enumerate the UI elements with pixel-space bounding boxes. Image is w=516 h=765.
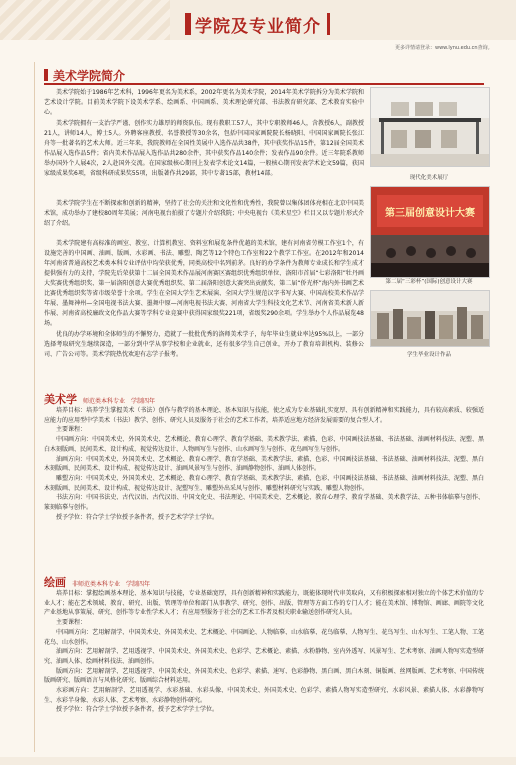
major-subtitle: 非师范类本科专业 学制四年 — [72, 581, 151, 588]
major-name: 绘画 — [44, 576, 66, 589]
major-subtitle: 师范类本科专业 学制四年 — [83, 398, 156, 405]
intro-paragraph-3: 美术学院学生在不断探索和创新的精神，坚持了社会的关注和文化性和优秀性，我院曾以集体团体亮相在北京中国美术馆，成功举办了建校80周年美展；河南电视台拍摄了专题片介绍我院；中央电视台《美术星空》栏目又以专题片形式介绍了介绍。 — [44, 200, 364, 227]
contest-banner-text: 第三届创意设计大赛 — [385, 208, 475, 219]
gallery-image — [371, 88, 489, 166]
intro-paragraph-4: 美术学院建有高标准的画室、教室、计算机教室、资料室和展览条件优越的美术馆，建有河南省劳模工作室1个，有设施完善的中国画、油画、版画、水彩画、书法、雕塑、陶艺等12个特色工作室和22个教学工作室。在2012年和2014年河南省普通高校艺术类本科专业评估中均荣获优秀，同类高校中名列前茅。良好的办学条件为教师专业成长和学生成才提供强有力的支持，学院先后荣获第十二届全国美术作品展河南赛区赛组织优秀组织单位、洛阳市首届“七彩洛阳”牡丹画大奖赛优秀组织奖、第一届洛阳创意大赛优秀组织奖、第二届洛阳创意大赛突出贡献奖、第二届“侨光杯”海内外书画艺术比赛优秀组织奖等省市级荣誉十余项。学生在全国大学生艺术展演、全国大学生规范汉字书写大赛、中国高校美术作品学年展、墨舞神州—全国电视书法大赛、墨舞中原—河南电视书法大赛、河南省大学生科技文化艺术节、河南省美术新人新作展、河南省高校廉政文化作品大赛等学科专业竞赛中获得国家级奖221项，省级奖290余项。学生举办个人作品展览48场。 — [44, 240, 364, 327]
intro-paragraph-2: 美术学院拥有一支治学严谨、创作实力雄厚的师资队伍。现有教职工57人，其中专职教师46人，含教授6人，副教授21人，讲师14人，博士5人。外聘客座教授、名誉教授等30余名，包括中国国家画院院长杨晓阳、中国国家画院长张江舟等一批著名的艺术大师。近三年来，我院教师在全国性美展中入选作品共38件，其中获奖作品15件，第12届全国美术作品展入选作品5件；省内美术作品展入选作品共280余件，其中获奖作品140余件；发表作品90余件。近三年院系教师举办国外个人展4次，2人赴国外交流。在国家级核心期刊上发表学术论文14篇，一般核心期刊发表学术论文59篇，获国家级成果奖6项，省级科研成果奖55项，出版著作共29部，其中专著15部，教材14部。 — [44, 120, 364, 177]
major-track: 版画方向：艺用解剖学、艺用透视学、中国美术史、外国美术史、色彩学、素描、速写、色彩静物、黑白画、黑白木刻、铜版画、丝网版画、艺术考察、中国传统版画研究、版画语言与风格化研究、版画综合材料运用。 — [44, 667, 484, 685]
major-track: 中国画方向：艺用解剖学、中国美术史、外国美术史、艺术概论、中国画论、人物临摹、山水临摹、花鸟临摹、人物写生、花鸟写生、山水写生、工笔人物、工笔花鸟、山水创作。 — [44, 628, 484, 646]
major-courses-label: 主要课程： — [56, 619, 87, 627]
title-bar-left — [185, 13, 191, 35]
major-heading — [44, 391, 155, 405]
major-track: 油画方向：中国美术史、外国美术史、艺术概论、教育心理学、教育学基础、美术教学法、素描、色彩、中国画技法基础、书法基础、油画材料技法、泥塑、黑白木刻版画、民间美术、设计构成、视觉传达设计、油画风景写生与创作、油画静物创作、油画人体创作。 — [44, 455, 484, 473]
major-track: 水彩画方向：艺用解剖学、艺用透视学、水彩基础、水彩头像、中国美术史、外国美术史、色彩学、素描人物写实造型研究、水彩风景、素描人体、水彩静物写生、水彩半身像、水彩人体、艺术考察、水彩静物创作研究。 — [44, 687, 484, 704]
section-title: 美术学院简介 — [53, 69, 126, 83]
major-track: 书法方向：中国书法史、古代汉语、古代汉语、中国文化史、书法理论、中国美术史、艺术概论、教育心理学、教育学基础、美术教学法、五种书体临摹与创作、篆刻临摹与创作。 — [44, 494, 484, 512]
contest-image — [371, 187, 489, 277]
major-heading — [44, 574, 150, 588]
major-goal: 培养目标：掌握绘画基本理论、基本知识与技能，专业基础宽厚，具有创新精神和实践能力，既能体现时代审美取向，又有积极探索相对独立的个体艺术价值的专业人才；能在艺术领域、教育、研究、出版、管理等单位和部门从事教学、研究、创作、出版、管理等方面工作的专门人才；能在美术馆、博物馆、画廊、画院等文化产业基地从事策展、研究、创作等专业性学术人才；有应用型服务于社会的艺术工作者及相关职业输送创作研究人员。 — [44, 590, 484, 617]
major-name: 美术学 — [44, 393, 77, 406]
student-work-photo — [370, 290, 490, 347]
major-track: 雕塑方向：中国美术史、外国美术史、艺术概论、教育心理学、教育学基础、美术教学法、素描、色彩、中国画技法基础、书法基础、油画材料技法、泥塑、黑白木刻版画、民间美术、设计构成、视觉传达设计、泥塑写生、雕塑外出采风与创作、雕塑材料研究与实践、雕塑人物创作。 — [44, 474, 484, 492]
major-description — [44, 406, 484, 522]
section-marker — [44, 69, 48, 81]
major-description — [44, 589, 484, 715]
major-courses-label: 主要课程： — [56, 426, 87, 434]
contest-photo — [370, 186, 490, 278]
section-header — [44, 67, 484, 85]
student-work-image — [371, 291, 489, 346]
page-title-box — [185, 12, 330, 36]
left-rule — [34, 62, 35, 752]
contest-caption: 第二届“三彩杯”(国际)创意设计大赛 — [385, 279, 473, 285]
page-title: 学院及专业简介 — [195, 16, 321, 37]
bottom-band — [0, 757, 516, 765]
major-degree: 授予学位：符合学士学位授予条件者，授予艺术学学士学位。 — [56, 706, 219, 714]
student-work-caption: 学生毕业设计作品 — [406, 352, 451, 358]
title-bar-right — [327, 13, 330, 35]
gallery-photo — [370, 87, 490, 167]
intro-paragraph-1: 美术学院始于1986年艺术科，1996年更名为美术系，2002年更名为美术学院，2014年美术学院拆分为美术学院和艺术设计学院。目前美术学院下设美术学系、绘画系、中国画系、美术理论研究部、书法教育研究部、艺术教育实验中心。 — [44, 89, 364, 116]
intro-paragraph-5: 优良的办学环境和全体师生的不懈努力，造就了一批批优秀的洛师美术学子，每年毕业生就业率达95%以上，一部分选择考取研究生继续深造，一部分到中学从事学校和企业就业，还有很多学生自己创业，开办了教育培训机构、装修公司、广告公司等。美术学院热忱欢迎有志学子报考。 — [44, 331, 364, 358]
major-track: 中国画方向：中国美术史、外国美术史、艺术概论、教育心理学、教育学基础、美术教学法、素描、色彩、中国画技法基础、书法基础、油画材料技法、泥塑、黑白木刻版画、民间美术、设计构成、视觉传达设计、人物画写生与创作、山水画写生与创作、花鸟画写生与创作。 — [44, 436, 484, 453]
major-track: 油画方向：艺用解剖学、艺用透视学、中国美术史、外国美术史、色彩学、艺术概论、素描、水粉静物、室内外透写、风景写生、艺术考察、油画人物写实造型研究、油画人体、绘画材料技法、油画创作。 — [44, 648, 484, 665]
major-degree: 授予学位：符合学士学位授予条件者，授予艺术学学士学位。 — [56, 513, 219, 521]
decorative-pattern — [0, 0, 170, 40]
more-info-link[interactable]: 更多详情请登录：www.lynu.edu.cn查询。 — [395, 45, 493, 51]
gallery-caption: 现代化美术展厅 — [409, 175, 449, 181]
major-goal: 培养目标：培养学生掌握美术（书法）创作与教学的基本理论、基本知识与技能，使之成为专业基础扎实宽厚、具有创新精神和实践能力，具有较高素质、较强适应能力的应用型中学美术（书法）教学、创作、研究人员及服务于社会的艺术工作者，培养适应地方经济发展需要的复合型人才。 — [44, 407, 484, 424]
